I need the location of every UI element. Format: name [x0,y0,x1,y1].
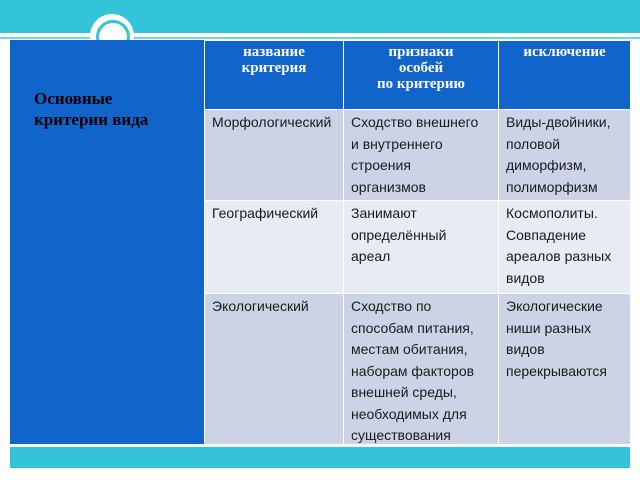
cell-features: Сходство по способам питания, местам обитания, наборам факторов внешней среды, необходимых для существования [344,294,499,450]
cell-features: Сходство внешнего и внутреннего строения организмов [344,110,499,201]
table-row [205,201,631,294]
slide-title: Основные критерии вида [34,89,149,129]
cell-exceptions: Экологические ниши разных видов перекрываются [499,294,631,450]
bottom-accent-bar [10,447,630,468]
cell-exceptions: Космополиты. Совпадение ареалов разных видов [499,201,631,294]
header-criterion-features: признаки особей по критерию [344,41,499,110]
cell-criterion: Морфологический [205,110,344,201]
criteria-table [204,40,631,450]
table-header-row [205,41,631,110]
header-criterion-name: название критерия [205,41,344,110]
header-exceptions: исключение [499,41,631,110]
cell-features: Занимают определённый ареал [344,201,499,294]
cell-exceptions: Виды-двойники, половой диморфизм, полиморфизм [499,110,631,201]
cell-criterion: Экологический [205,294,344,450]
table-row [205,294,631,450]
cell-criterion: Географический [205,201,344,294]
table-row [205,110,631,201]
